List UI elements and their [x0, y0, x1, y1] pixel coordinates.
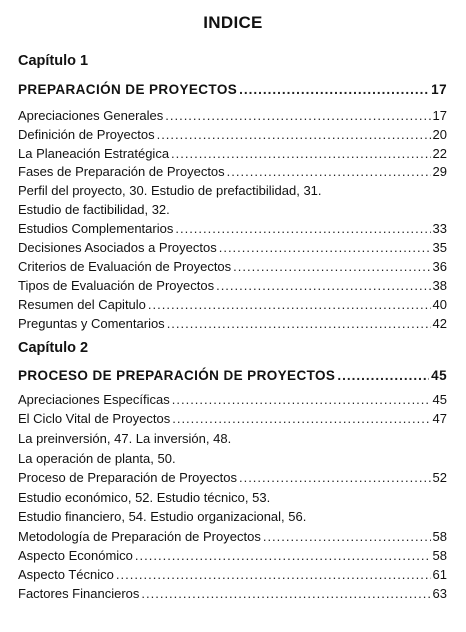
dot-leader [167, 316, 431, 332]
dot-leader [172, 392, 431, 408]
dot-leader [171, 146, 430, 162]
toc-entry-text: Apreciaciones Generales [18, 108, 164, 123]
toc-page-number: 63 [432, 586, 447, 601]
toc-page-number: 35 [432, 240, 447, 255]
toc-page-number: 29 [432, 164, 447, 179]
toc-entry[interactable] [18, 297, 447, 313]
toc-subsection-line: La preinversión, 47. La inversión, 48. [18, 431, 232, 446]
dot-leader [233, 259, 430, 275]
toc-page-number: 40 [432, 297, 447, 312]
toc-subsection-line: Estudio económico, 52. Estudio técnico, 53. [18, 490, 271, 505]
dot-leader [116, 567, 431, 583]
toc-entry-text: Proceso de Preparación de Proyectos [18, 470, 237, 485]
toc-entry-text: Criterios de Evaluación de Proyectos [18, 259, 232, 274]
toc-entry-text: Aspecto Técnico [18, 567, 114, 582]
toc-entry-text: Definición de Proyectos [18, 127, 155, 142]
toc-page-number: 52 [432, 470, 447, 485]
toc-entry-text: Estudios Complementarios [18, 221, 174, 236]
dot-leader [148, 297, 431, 313]
toc-page-number: 45 [432, 392, 447, 407]
toc-entry[interactable] [18, 127, 447, 143]
toc-entry[interactable] [18, 586, 447, 602]
toc-entry[interactable] [18, 259, 447, 275]
toc-entry-text: Resumen del Capitulo [18, 297, 146, 312]
dot-leader [219, 240, 431, 256]
dot-leader [141, 586, 430, 602]
toc-page-number: 36 [432, 259, 447, 274]
toc-entry-text: Preguntas y Comentarios [18, 316, 165, 331]
toc-subsection-line: Estudio financiero, 54. Estudio organizacional, 56. [18, 509, 307, 524]
toc-entry-text: Decisiones Asociados a Proyectos [18, 240, 217, 255]
toc-entry[interactable] [18, 567, 447, 583]
dot-leader [157, 127, 431, 143]
toc-entry[interactable] [18, 278, 447, 294]
toc-entry[interactable] [18, 146, 447, 162]
toc-heading-text: PREPARACIÓN DE PROYECTOS [18, 82, 238, 97]
toc-page-number: 38 [432, 278, 447, 293]
toc-entry-text: Metodología de Preparación de Proyectos [18, 529, 261, 544]
chapter-label-1: Capítulo 1 [18, 53, 89, 69]
toc-entry[interactable] [18, 470, 447, 486]
toc-entry[interactable] [18, 108, 447, 124]
toc-page-number: 61 [432, 567, 447, 582]
toc-entry[interactable] [18, 411, 447, 427]
toc-entry[interactable] [18, 164, 447, 180]
dot-leader [165, 108, 430, 124]
toc-entry[interactable] [18, 316, 447, 332]
toc-subsection-line: Estudio de factibilidad, 32. [18, 202, 170, 217]
toc-subsection-line: Perfil del proyecto, 30. Estudio de prefactibilidad, 31. [18, 183, 322, 198]
chapter-label-2: Capítulo 2 [18, 340, 89, 356]
toc-page-number: 33 [432, 221, 447, 236]
toc-entry-text: Factores Financieros [18, 586, 140, 601]
dot-leader [227, 164, 431, 180]
toc-page-number: 42 [432, 316, 447, 331]
toc-page-number: 20 [432, 127, 447, 142]
page-title: INDICE [203, 13, 263, 32]
toc-entry-text: Fases de Preparación de Proyectos [18, 164, 225, 179]
dot-leader [239, 470, 431, 486]
toc-chapter-heading-1[interactable] [18, 82, 447, 98]
toc-heading-text: PROCESO DE PREPARACIÓN DE PROYECTOS [18, 368, 336, 383]
toc-entry[interactable] [18, 529, 447, 545]
toc-page-number: 17 [432, 108, 447, 123]
dot-leader [135, 548, 431, 564]
toc-page-number: 58 [432, 548, 447, 563]
toc-entry[interactable] [18, 240, 447, 256]
dot-leader [263, 529, 431, 545]
toc-entry[interactable] [18, 392, 447, 408]
toc-page-number: 58 [432, 529, 447, 544]
toc-entry-text: Aspecto Económico [18, 548, 133, 563]
toc-entry-text: El Ciclo Vital de Proyectos [18, 411, 171, 426]
toc-chapter-heading-2[interactable] [18, 368, 447, 384]
dot-leader [337, 368, 429, 384]
toc-entry[interactable] [18, 548, 447, 564]
toc-page-number: 22 [432, 146, 447, 161]
dot-leader [175, 221, 430, 237]
toc-entry[interactable] [18, 221, 447, 237]
toc-entry-text: Apreciaciones Específicas [18, 392, 170, 407]
toc-entry-text: Tipos de Evaluación de Proyectos [18, 278, 215, 293]
dot-leader [172, 411, 430, 427]
toc-page-number: 17 [431, 82, 447, 97]
toc-page-number: 45 [431, 368, 447, 383]
dot-leader [239, 82, 429, 98]
toc-subsection-line: La operación de planta, 50. [18, 451, 176, 466]
dot-leader [216, 278, 430, 294]
toc-entry-text: La Planeación Estratégica [18, 146, 170, 161]
toc-page-number: 47 [432, 411, 447, 426]
